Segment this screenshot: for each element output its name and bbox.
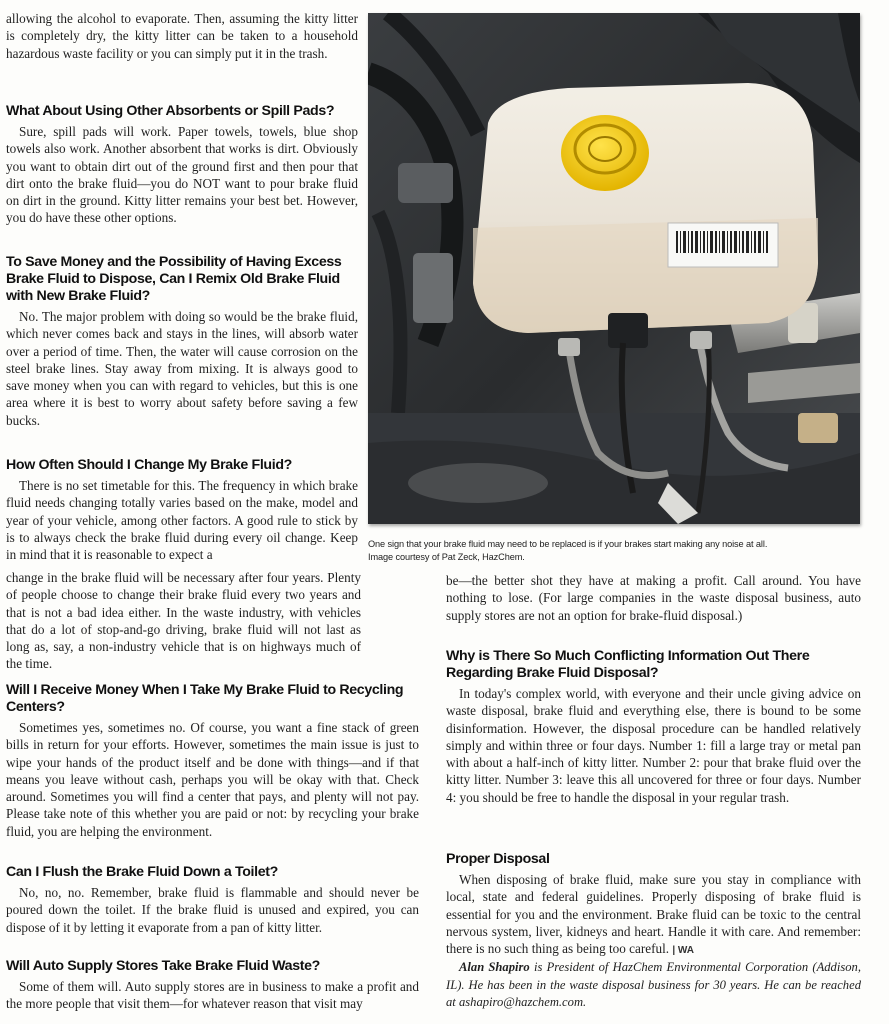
section-heading: How Often Should I Change My Brake Fluid? [6,457,292,473]
section-heading: Will I Receive Money When I Take My Brake Fluid to Recycling Centers? [6,682,404,715]
author-bio [446,959,861,1011]
section-absorbents [6,103,358,227]
intro-paragraph: allowing the alcohol to evaporate. Then, assuming the kitty litter is completely dry, the kitty litter can be taken to a household hazardous waste facility or you can simply put it in the trash. [6,11,358,61]
author-name: Alan Shapiro [459,960,530,975]
section-recycling [6,682,419,840]
section-toilet [6,864,419,936]
author-bio-text: is President of HazChem Environmental Corporation (Addison, IL). He has been in the waste disposal business for 30 years. He can be reached at ashapiro@hazchem.com. [446,960,861,1009]
section-heading: Can I Flush the Brake Fluid Down a Toilet? [6,864,278,880]
section-body-part1: There is no set timetable for this. The frequency in which brake fluid needs changing totally varies based on the make, model and year of your vehicle, among other factors. A good rule to stick by is to always check the brake fluid during every oil change. Keep in mind that it is reasonable to expect a [6,478,358,563]
section-body-part2: change in the brake fluid will be necessary after four years. Plenty of people choose to change their brake fluid every two years and that is not a bad idea either. In the waste industry, with vehicles that do a lot of stop-and-go driving, brake fluid will not last as long as, say, a non-industry vehicle that is on highways much of the time. [6,570,361,672]
section-how-often-continued [6,569,361,673]
section-heading: Proper Disposal [446,851,550,867]
end-mark: | WA [672,945,695,957]
section-body: No, no, no. Remember, brake fluid is flammable and should never be poured down the toilet. If the brake fluid is unused and expired, you can dispose of it by letting it evaporate from a pan of kitty litter. [6,885,419,935]
caption-credit: Image courtesy of Pat Zeck, HazChem. [368,551,525,562]
section-remix [6,254,358,429]
section-heading: Will Auto Supply Stores Take Brake Fluid Waste? [6,958,320,974]
section-body: No. The major problem with doing so would be the brake fluid, which never comes back and stays in the lines, will absorb water over a period of time. Then, the water will cause corrosion on the steel brake lines. Stay away from mixing. It is always good to save money when you can with regard to vehicles, but this is one area where it is best to worry about safety before saving a few bucks. [6,309,358,428]
proper-disposal-text: When disposing of brake fluid, make sure you stay in compliance with local, state and federal guidelines. Properly disposing of brake fluid is essential for you and the environment. Brake fluid can be toxic to the central nervous system, liver, kidneys and heart. Handle it with care. And remember: there is no such thing as being too careful. [446,872,861,957]
section-proper-disposal [446,851,861,1011]
brake-fluid-reservoir-photo [368,13,860,524]
section-heading: Why is There So Much Conflicting Information Out There Regarding Brake Fluid Disposal? [446,648,810,681]
section-body [446,871,861,959]
section-body: Sure, spill pads will work. Paper towels, towels, blue shop towels also work. Another absorbent that works is dirt. Obviously you want to obtain dirt out of the ground first and then pour that dirt onto the brake fluid—you do NOT want to pour brake fluid on dirt in the ground. Kitty litter remains your best bet. However, you do have these other options. [6,124,358,226]
section-body: In today's complex world, with everyone and their uncle giving advice on waste disposal, brake fluid and everything else, there is bound to be some disinformation. However, the disposal procedure can be handled relatively simply and within three or four days. Number 1: fill a large tray or metal pan with about a half-inch of kitty litter. Number 2: pour that brake fluid over the kitty litter. Number 3: leave this all uncovered for three or four days. Number 4: you should be free to handle the disposal in your regular trash. [446,686,861,805]
section-auto-supply [6,958,419,1013]
section-conflicting-info [446,648,861,806]
section-heading: What About Using Other Absorbents or Spill Pads? [6,103,335,119]
right-continuation [446,572,861,624]
engine-bay-image [368,13,860,524]
section-how-often [6,457,358,563]
section-body: Sometimes yes, sometimes no. Of course, you want a fine stack of green bills in return for your efforts. However, sometimes the main issue is just to wipe your hands of the product itself and be done with things—and if that means you leave without cash, perhaps you will be okay with that. Check around. Sometimes you will find a center that pays, and plenty will not pay. Please take note of this whether you are paid or not: by recycling your brake fluid, you are helping the environment. [6,720,419,839]
photo-caption [368,538,868,563]
section-body: Some of them will. Auto supply stores are in business to make a profit and the more people that visit them—for whatever reason that visit may [6,979,419,1012]
caption-line-1: One sign that your brake fluid may need to be replaced is if your brakes start making any noise at all. [368,539,768,549]
intro-block [6,10,358,62]
section-heading: To Save Money and the Possibility of Having Excess Brake Fluid to Dispose, Can I Remix Old Brake Fluid with New Brake Fluid? [6,254,342,304]
continuation-paragraph: be—the better shot they have at making a profit. Call around. You have nothing to lose. (For large companies in the waste disposal business, auto supply stores are not an option for brake-fluid disposal.) [446,573,861,623]
